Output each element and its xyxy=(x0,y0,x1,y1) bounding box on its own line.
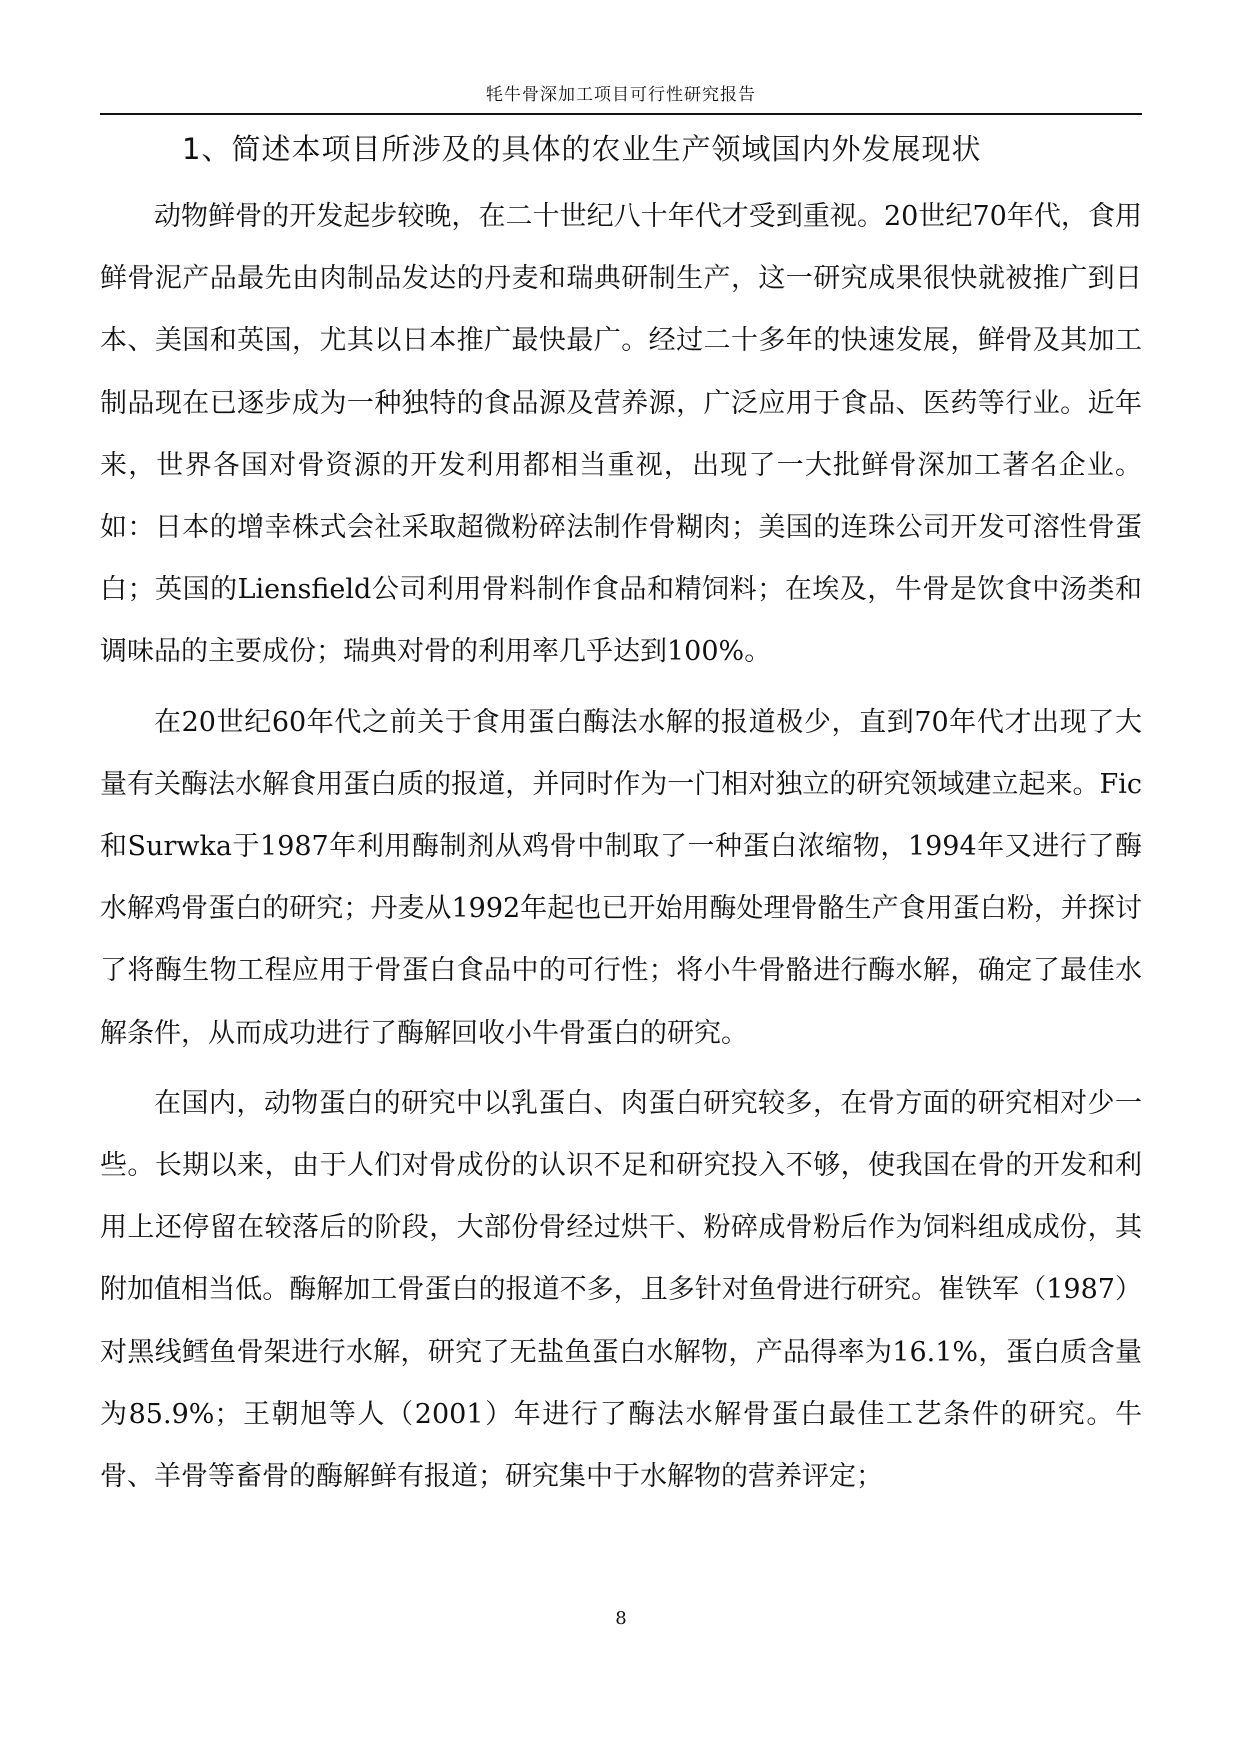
paragraph-domestic-research: 在国内，动物蛋白的研究中以乳蛋白、肉蛋白研究较多，在骨方面的研究相对少一些。长期以来，由于人们对骨成份的认识不足和研究投入不够，使我国在骨的开发和利用上还停留在较落后的阶段，大部份骨经过烘干、粉碎成骨粉后作为饲料组成成份，其附加值相当低。酶解加工骨蛋白的报道不多，且多针对鱼骨进行研究。崔铁军（1987）对黑线鳕鱼骨架进行水解，研究了无盐鱼蛋白水解物，产品得率为16.1%，蛋白质含量为85.9%；王朝旭等人（2001）年进行了酶法水解骨蛋白最佳工艺条件的研究。牛骨、羊骨等畜骨的酶解鲜有报道；研究集中于水解物的营养评定； xyxy=(100,1087,1142,1493)
page-number: 8 xyxy=(615,1608,627,1629)
body-text xyxy=(100,186,1142,1516)
paragraph-international-development: 动物鲜骨的开发起步较晚，在二十世纪八十年代才受到重视。20世纪70年代，食用鲜骨泥产品最先由肉制品发达的丹麦和瑞典研制生产，这一研究成果很快就被推广到日本、美国和英国，尤其以日本推广最快最广。经过二十多年的快速发展，鲜骨及其加工制品现在已逐步成为一种独特的食品源及营养源，广泛应用于食品、医药等行业。近年来，世界各国对骨资源的开发利用都相当重视，出现了一大批鲜骨深加工著名企业。如：日本的增幸株式会社采取超微粉碎法制作骨糊肉；美国的连珠公司开发可溶性骨蛋白；英国的Liensfield公司利用骨料制作食品和精饲料；在埃及，牛骨是饮食中汤类和调味品的主要成份；瑞典对骨的利用率几乎达到100%。 xyxy=(100,201,1142,668)
header-divider xyxy=(100,113,1142,115)
section-heading: 1、简述本项目所涉及的具体的农业生产领域国内外发展现状 xyxy=(182,132,982,166)
paragraph-enzymatic-hydrolysis-history: 在20世纪60年代之前关于食用蛋白酶法水解的报道极少，直到70年代才出现了大量有关酶法水解食用蛋白质的报道，并同时作为一门相对独立的研究领域建立起来。Fic和Surwka于1987年利用酶制剂从鸡骨中制取了一种蛋白浓缩物，1994年又进行了酶水解鸡骨蛋白的研究；丹麦从1992年起也已开始用酶处理骨骼生产食用蛋白粉，并探讨了将酶生物工程应用于骨蛋白食品中的可行性；将小牛骨骼进行酶水解，确定了最佳水解条件，从而成功进行了酶解回收小牛骨蛋白的研究。 xyxy=(100,706,1142,1049)
running-header: 牦牛骨深加工项目可行性研究报告 xyxy=(486,85,756,105)
